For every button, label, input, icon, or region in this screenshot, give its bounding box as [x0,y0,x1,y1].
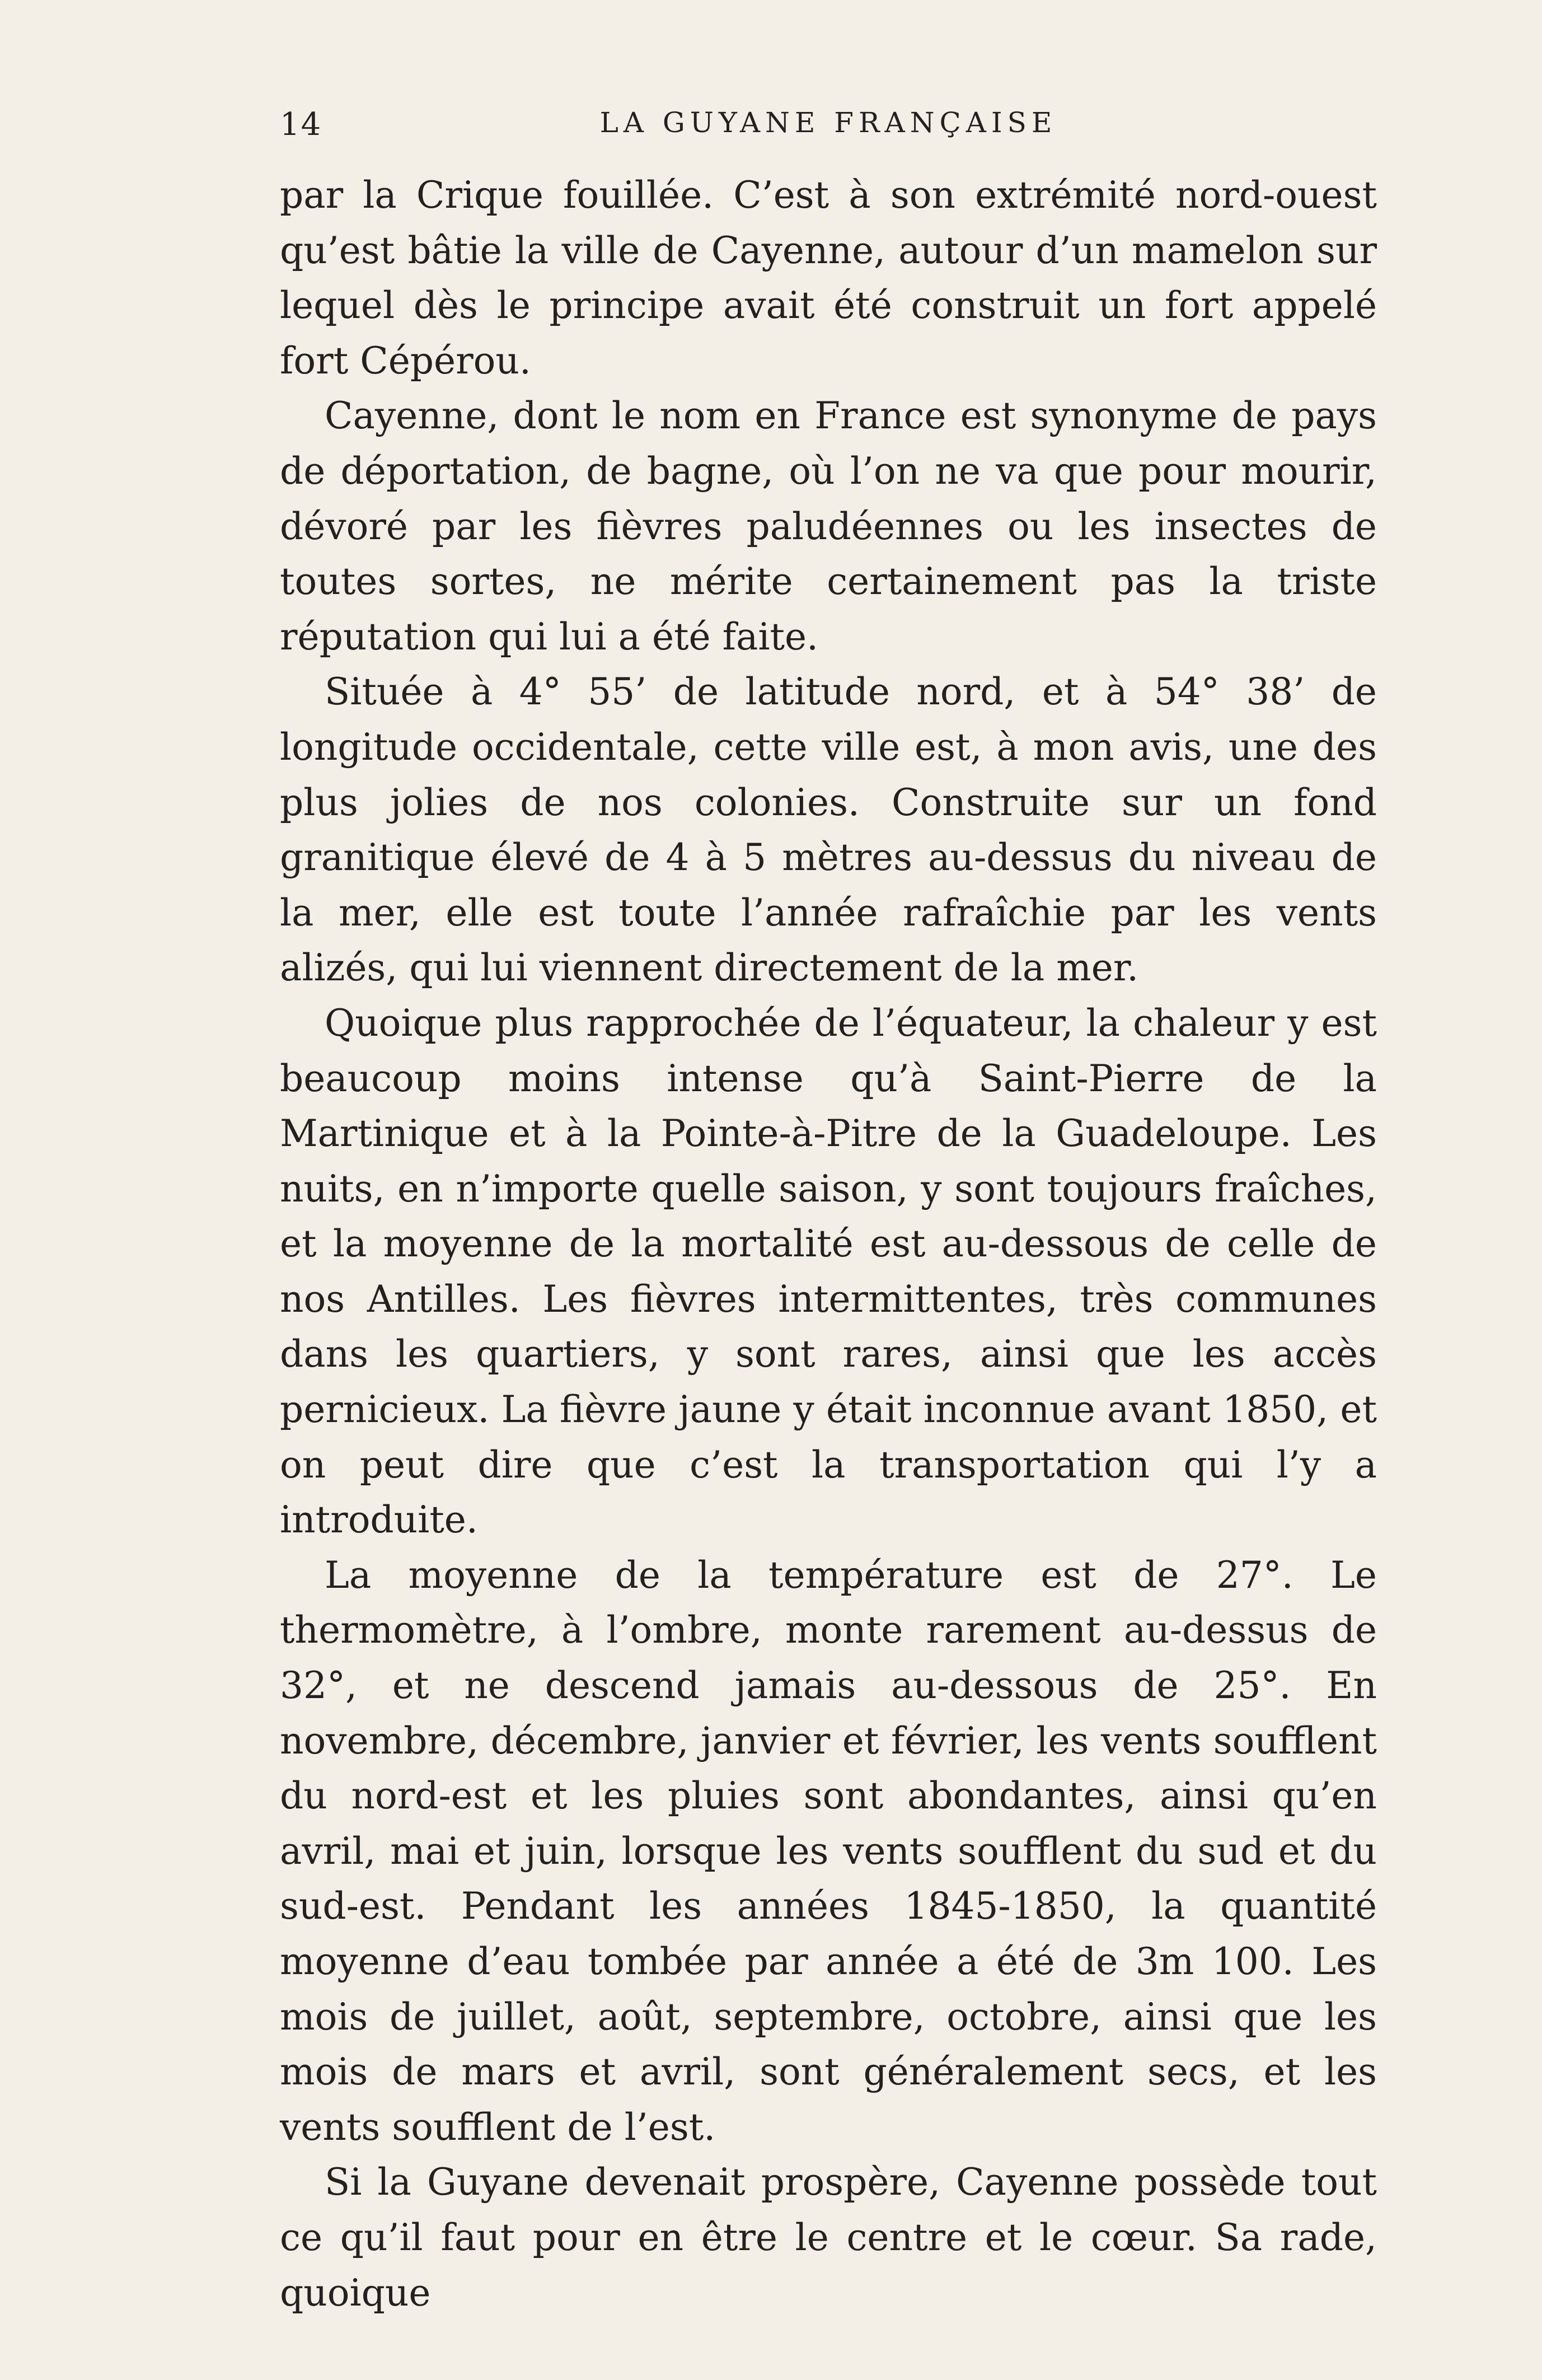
running-title: LA GUYANE FRANÇAISE [599,106,1057,139]
body-text [280,168,1377,2321]
paragraph-location: Située à 4° 55’ de latitude nord, et à 54° 38’ de longitude occidentale, cette ville est, à mon avis, une des plus jolies de nos colonies. Construite sur un fond granitique élevé de 4 à 5 mètres au-dessus du niveau de la mer, elle est toute l’année rafraîchie par les vents alizés, qui lui viennent directement de la mer. [280,670,1377,990]
paragraph-temperature: La moyenne de la température est de 27°. Le thermomètre, à l’ombre, monte rarement au-dessus de 32°, et ne descend jamais au-dessous de 25°. En novembre, décembre, janvier et février, les vents soufflent du nord-est et les pluies sont abondantes, ainsi qu’en avril, mai et juin, lorsque les vents soufflent du sud et du sud-est. Pendant les années 1845-1850, la quantité moyenne d’eau tombée par année a été de 3m 100. Les mois de juillet, août, septembre, octobre, ainsi que les mois de mars et avril, sont généralement secs, et les vents soufflent de l’est. [280,1553,1377,2149]
page-number: 14 [280,106,322,143]
paragraph-prosperity: Si la Guyane devenait prospère, Cayenne possède tout ce qu’il faut pour en être le centre et le cœur. Sa rade, quoique [280,2161,1377,2314]
page-header [280,106,1377,157]
paragraph-climate: Quoique plus rapprochée de l’équateur, la chaleur y est beaucoup moins intense qu’à Saint-Pierre de la Martinique et à la Pointe-à-Pitre de la Guadeloupe. Les nuits, en n’importe quelle saison, y sont toujours fraîches, et la moyenne de la mortalité est au-dessous de celle de nos Antilles. Les fièvres intermittentes, très communes dans les quartiers, y sont rares, ainsi que les accès pernicieux. La fièvre jaune y était inconnue avant 1850, et on peut dire que c’est la transportation qui l’y a introduite. [280,1001,1377,1542]
paragraph-reputation: Cayenne, dont le nom en France est synonyme de pays de déportation, de bagne, où l’on ne va que pour mourir, dévoré par les fièvres paludéennes ou les insectes de toutes sortes, ne mérite certainement pas la triste réputation qui lui a été faite. [280,394,1377,658]
paragraph-continuation: par la Crique fouillée. C’est à son extrémité nord-ouest qu’est bâtie la ville de Cayenne, autour d’un mamelon sur lequel dès le principe avait été construit un fort appelé fort Cépérou. [280,174,1377,382]
